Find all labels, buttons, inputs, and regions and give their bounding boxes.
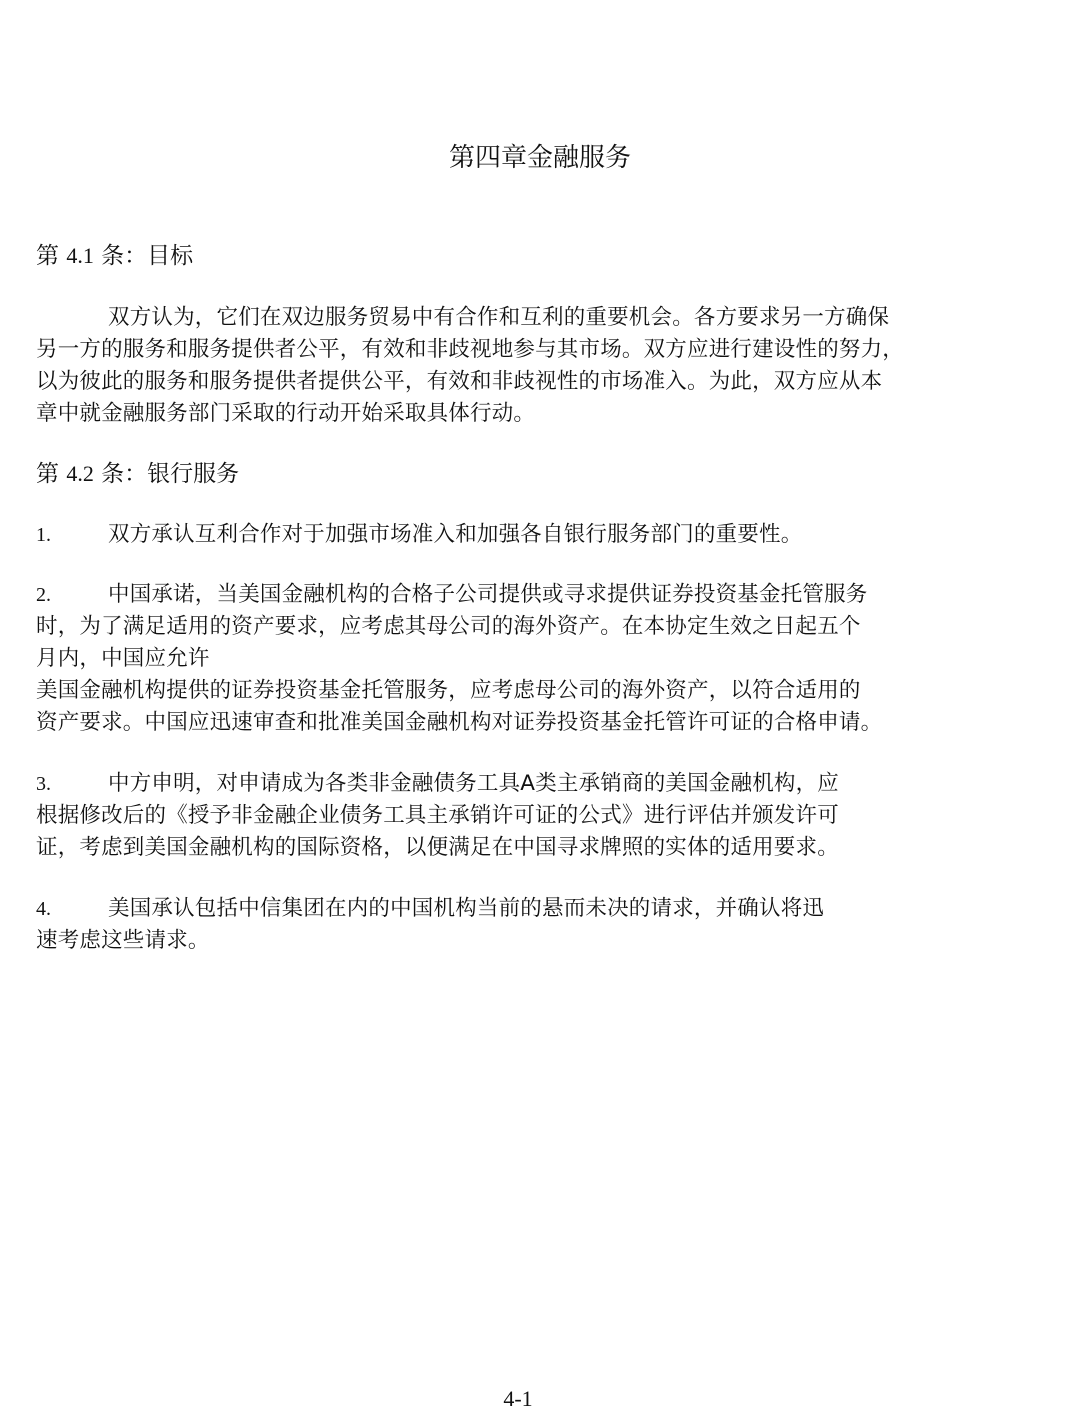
item-marker: 1. [36, 524, 51, 546]
paragraph-line: 章中就金融服务部门采取的行动开始采取具体行动。 [36, 401, 536, 426]
section-heading-4-1 [36, 240, 193, 272]
item-line: 速考虑这些请求。 [36, 928, 210, 953]
item-marker: 4. [36, 898, 51, 920]
item-line: 中国承诺，当美国金融机构的合格子公司提供或寻求提供证券投资基金托管服务 [108, 582, 868, 607]
heading-prefix: 第 [36, 243, 59, 269]
item-line: 资产要求。中国应迅速审查和批准美国金融机构对证券投资基金托管许可证的合格申请。 [36, 710, 883, 735]
paragraph-line: 双方认为，它们在双边服务贸易中有合作和互利的重要机会。各方要求另一方确保 [108, 305, 890, 330]
paragraph-line: 另一方的服务和服务提供者公平，有效和非歧视地参与其市场。双方应进行建设性的努力， [36, 337, 905, 362]
item-line: 双方承认互利合作对于加强市场准入和加强各自银行服务部门的重要性。 [108, 522, 803, 547]
item-line: 月内，中国应允许 [36, 646, 210, 671]
heading-number: 4.1 [66, 243, 94, 268]
heading-suffix: 条：银行服务 [101, 461, 240, 487]
item-line: 根据修改后的《授予非金融企业债务工具主承销许可证的公式》进行评估并颁发许可 [36, 803, 839, 828]
page-number: 4-1 [503, 1386, 533, 1411]
item-marker: 3. [36, 773, 51, 795]
item-line: 时，为了满足适用的资产要求，应考虑其母公司的海外资产。在本协定生效之日起五个 [36, 614, 861, 639]
heading-number: 4.2 [66, 461, 94, 486]
heading-suffix: 条：目标 [101, 243, 194, 269]
item-line: 证，考虑到美国金融机构的国际资格，以便满足在中国寻求牌照的实体的适用要求。 [36, 835, 839, 860]
item-marker: 2. [36, 584, 51, 606]
section-heading-4-2 [36, 458, 239, 490]
item-line: 中方申明，对申请成为各类非金融债务工具A类主承销商的美国金融机构，应 [108, 771, 840, 796]
heading-prefix: 第 [36, 461, 59, 487]
paragraph-line: 以为彼此的服务和服务提供者提供公平，有效和非歧视性的市场准入。为此，双方应从本 [36, 369, 883, 394]
item-line: 美国承认包括中信集团在内的中国机构当前的悬而未决的请求，并确认将迅 [108, 896, 825, 921]
chapter-title: 第四章金融服务 [448, 143, 631, 173]
item-line: 美国金融机构提供的证券投资基金托管服务，应考虑母公司的海外资产，以符合适用的 [36, 678, 861, 703]
